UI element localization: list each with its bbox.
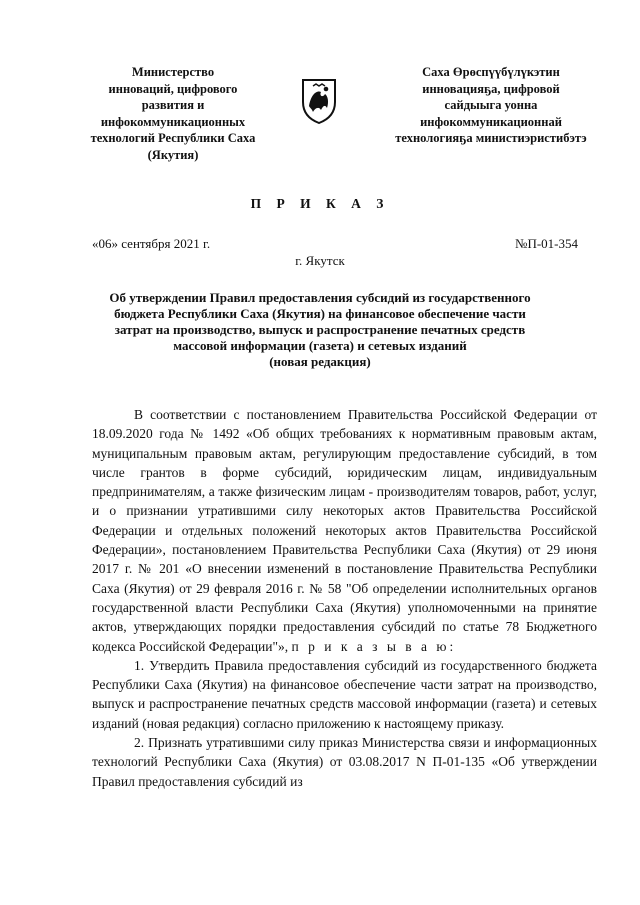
- subject-line: массовой информации (газета) и сетевых изданий: [173, 338, 467, 353]
- order-date: «06» сентября 2021 г.: [92, 236, 211, 251]
- order-subject: [80, 290, 560, 370]
- subject-line: Об утверждении Правил предоставления субсидий из государственного: [109, 290, 531, 305]
- header-line: инновацияҕа, цифровой: [422, 81, 560, 96]
- order-verb: п р и к а з ы в а ю:: [291, 638, 457, 654]
- coat-of-arms-emblem: [299, 76, 339, 124]
- header-line: инноваций, цифрового: [108, 81, 238, 96]
- header-line: инфокоммуникационнай: [420, 114, 562, 129]
- header-line: Саха Өрөспүүбүлүкэтин: [422, 65, 560, 79]
- order-number: №П-01-354: [515, 236, 578, 251]
- document-type-title: П Р И К А З: [250, 196, 390, 211]
- preamble-paragraph: [92, 405, 597, 656]
- preamble-text: В соответствии с постановлением Правительства Российской Федерации от 18.09.2020 года № 1492 «Об общих требованиях к нормативным правовым актам, муниципальным правовым актам, регулирующим предоставление субсидий, в том числе грантов в форме субсидий, юридическим лицам, индивидуальным предпринимателям, а также физическим лицам - производителям товаров, работ, услуг, и о признании утратившими силу некоторых актов Правительства Российской Федерации и отдельных положений некоторых актов Правительства Российской Федерации», постановлением Правительства Республики Саха (Якутия) от 29 июня 2017 г. № 201 «О внесении изменений в постановление Правительства Республики Саха (Якутия) от 29 февраля 2016 г. № 58 "Об определении исполнительных органов государственной власти Республики Саха (Якутия) уполномоченными на принятие актов, утверждающих порядки предоставления субсидий по статье 78 Бюджетного кодекса Российской Федерации"»,: [92, 407, 597, 654]
- clause-1-paragraph: 1. Утвердить Правила предоставления субсидий из государственного бюджета Республики Саха (Якутия) на финансовое обеспечение части затрат на производство, выпуск и распространение печатных средств массовой информации (газета) и сетевых изданий (новая редакция) согласно приложению к настоящему приказу.: [92, 657, 597, 731]
- subject-line: затрат на производство, выпуск и распространение печатных средств: [114, 322, 526, 337]
- ministry-name-sakha: [372, 64, 610, 147]
- subject-line: бюджета Республики Саха (Якутия) на финансовое обеспечение части: [114, 306, 526, 321]
- order-body: [92, 405, 597, 791]
- subject-line: (новая редакция): [269, 354, 371, 369]
- order-city: г. Якутск: [295, 253, 345, 268]
- header-line: технологияҕа министиэристибэтэ: [395, 131, 587, 145]
- ministry-name-russian: [58, 64, 288, 163]
- header-line: инфокоммуникационных: [100, 114, 246, 129]
- header-line: технологий Республики Саха: [90, 131, 256, 145]
- header-line: (Якутия): [147, 147, 199, 162]
- header-line: развития и: [141, 98, 205, 112]
- header-line: Министерство: [131, 65, 215, 79]
- clause-2-paragraph: 2. Признать утратившими силу приказ Министерства связи и информационных технологий Республики Саха (Якутия) от 03.08.2017 N П-01-135 «Об утверждении Правил предоставления субсидий из: [92, 735, 597, 789]
- header-line: сайдыыга уонна: [444, 98, 538, 112]
